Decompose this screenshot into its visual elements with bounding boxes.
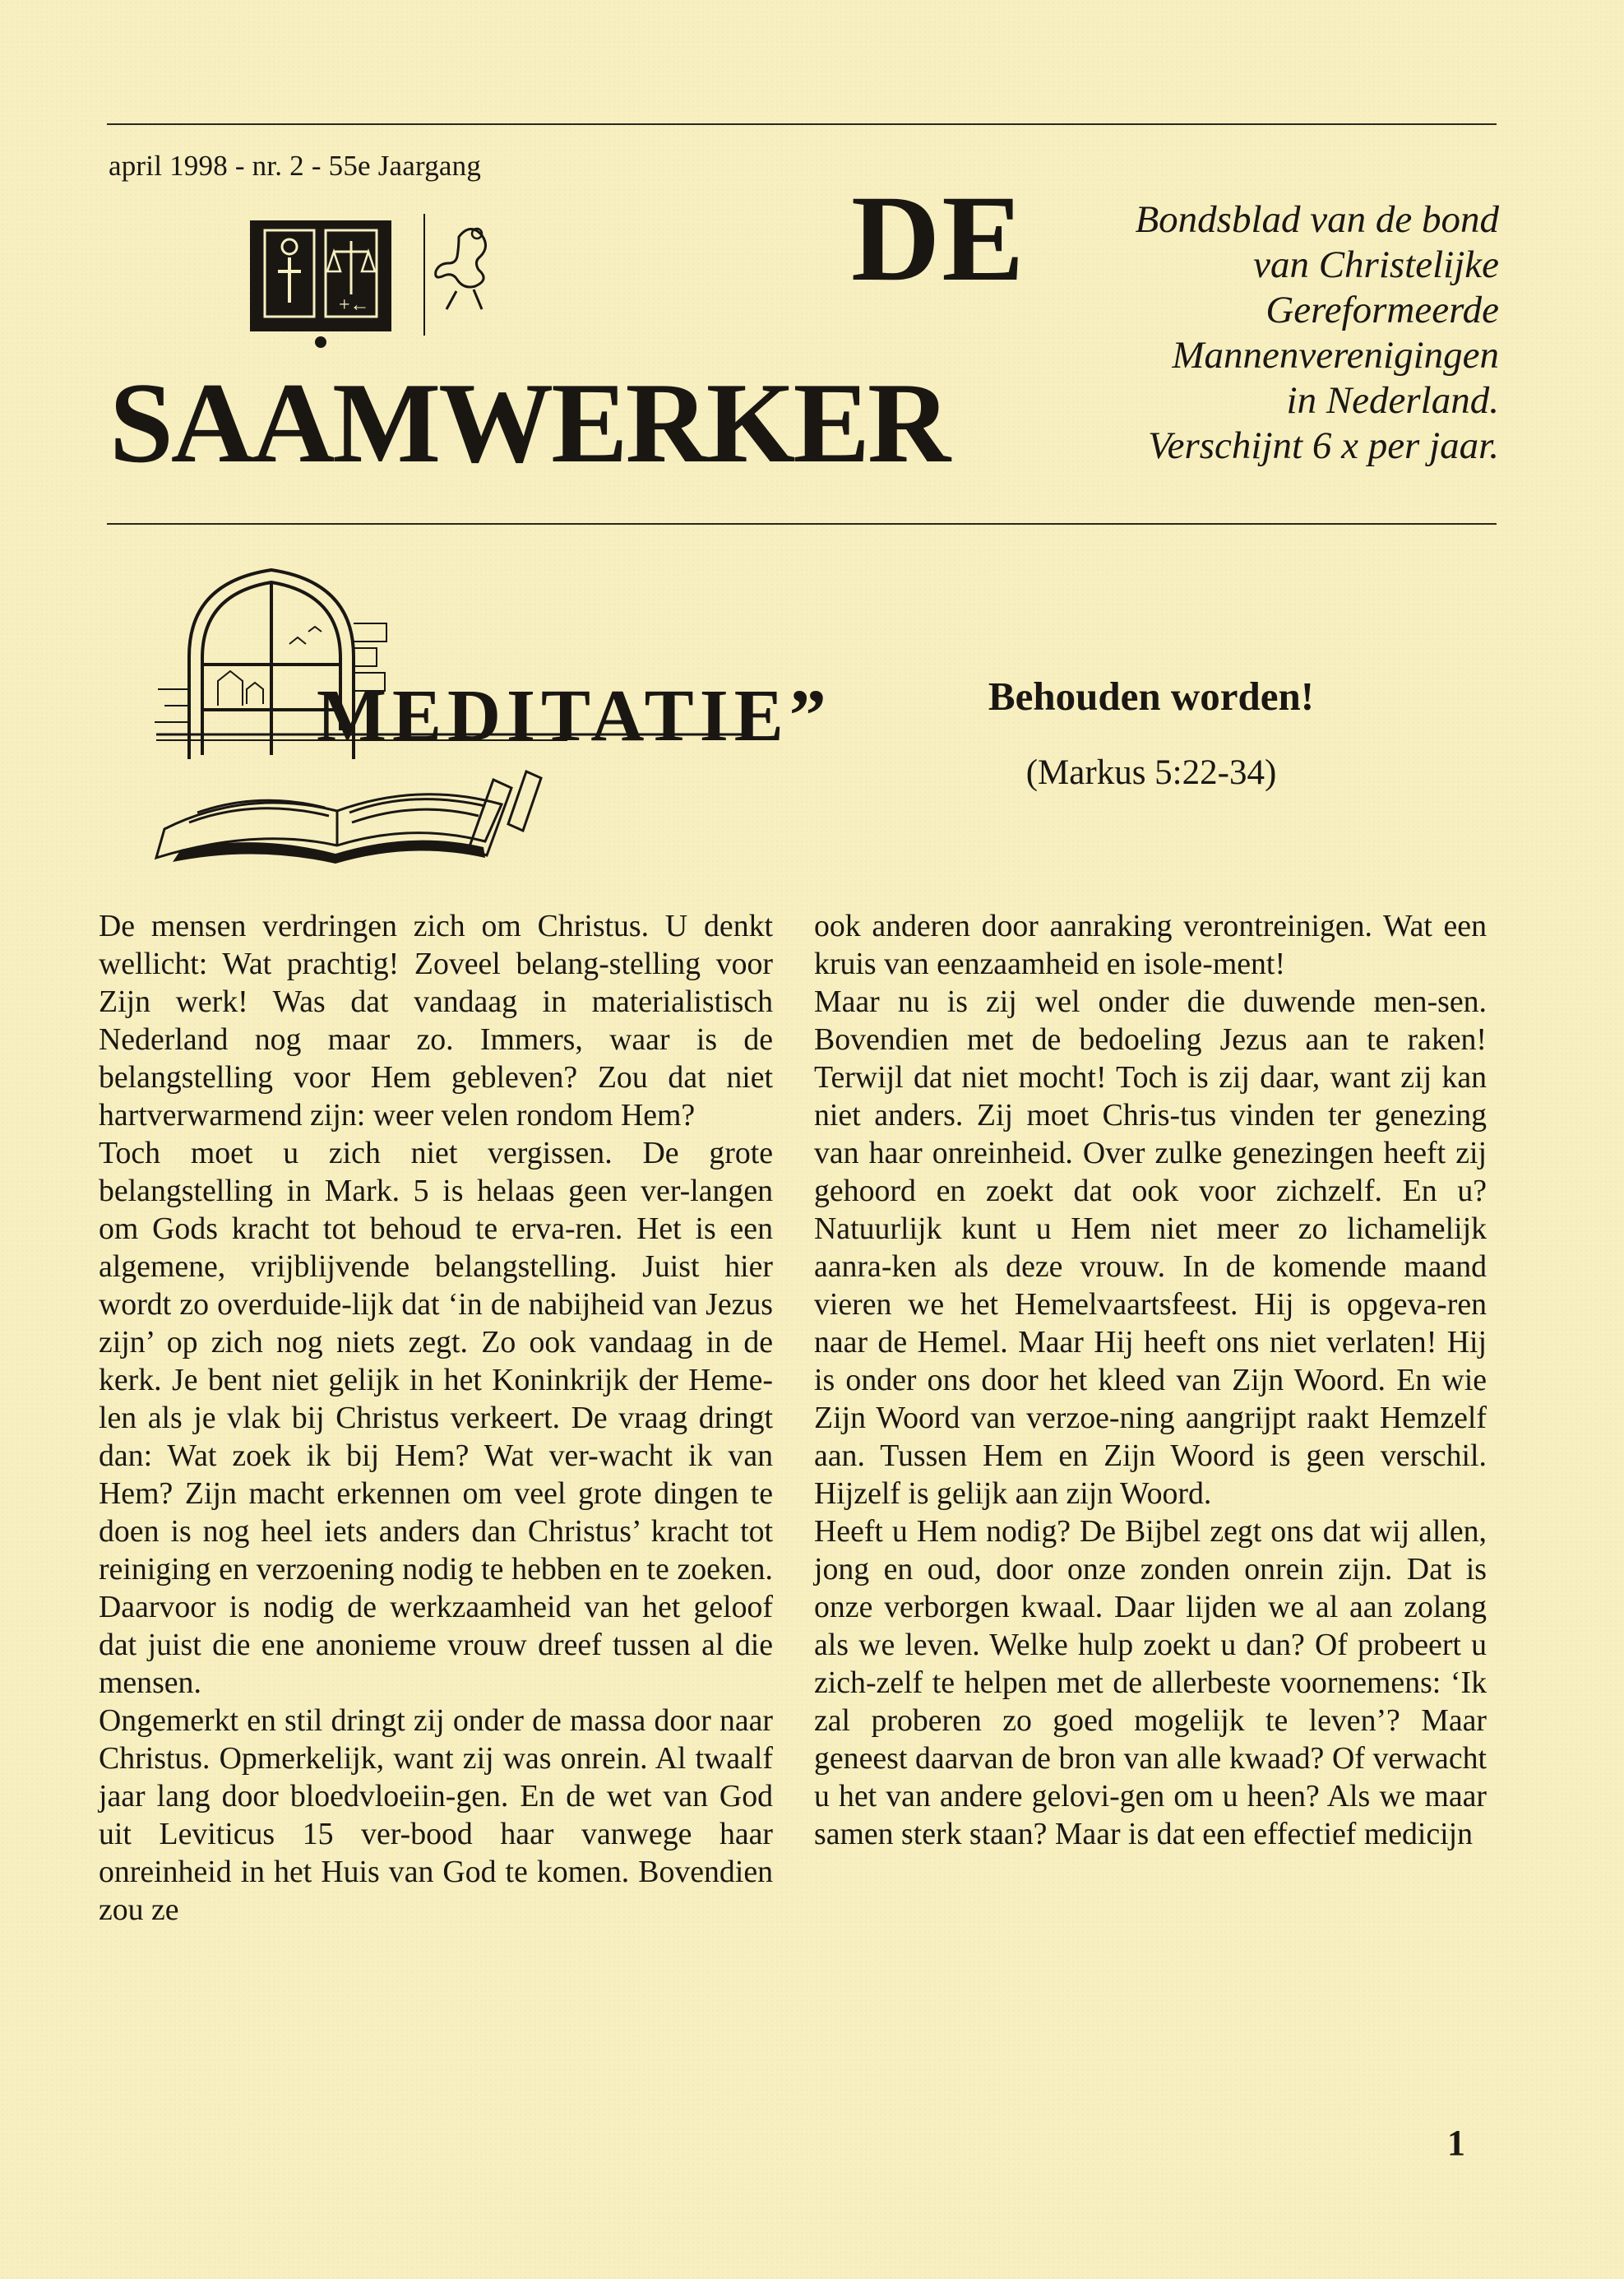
article-paragraph: Toch moet u zich niet vergissen. De grote belangstelling in Mark. 5 is helaas geen ver-langen om Gods kracht tot behoud te erva-ren. Het is een algemene, vrijblijvende belangstelling. Juist hier wordt zo overduide-lijk dat ‘in de nabijheid van Jezus zijn’ op zich nog niets zegt. Zo ook vandaag in de kerk. Je bent niet gelijk in het Koninkrijk der Heme-len als je vlak bij Christus verkeert. De vraag dringt dan: Wat zoek ik bij Hem? Wat ver-wacht ik van Hem? Zijn macht erkennen om veel grote dingen te doen is nog heel iets anders dan Christus’ kracht tot reiniging en verzoening nodig te hebben en te zoeken. Daarvoor is nodig de werkzaamheid van het geloof dat juist die ene anonieme vrouw dreef tussen al die mensen. xyxy=(99,1136,773,1700)
masthead-logo-emblem xyxy=(247,212,518,352)
tagline-line: Mannenverenigingen xyxy=(1172,334,1499,377)
article-paragraph: Maar nu is zij wel onder die duwende men-sen. Bovendien met de bedoeling Jezus aan te raken! Terwijl dat niet mocht! Toch is zij daar, want zij kan niet anders. Zij moet Chris-tus vinden ter genezing van haar onreinheid. Over zulke genezingen heeft zij gehoord en zoekt dat ook voor zichzelf. En u? Natuurlijk kunt u Hem niet meer zo lichamelijk aanra-ken als deze vrouw. In de komende maand vieren we het Hemelvaartsfeest. Hij is opgeva-ren naar de Hemel. Maar Hij heeft ons niet verlaten! Hij is onder ons door het kleed van Zijn Woord. En wie Zijn Woord van verzoe-ning aangrijpt raakt Hemzelf aan. Tussen Hem en Zijn Woord is geen verschil. Hijzelf is gelijk aan zijn Woord. xyxy=(814,984,1487,1511)
tagline-line: Gereformeerde xyxy=(1265,289,1499,331)
masthead-title: SAAMWERKER xyxy=(109,359,949,487)
top-rule xyxy=(107,123,1497,125)
article-column-left xyxy=(99,907,773,1929)
article-paragraph: Ongemerkt en stil dringt zij onder de massa door naar Christus. Opmerkelijk, want zij was onrein. Al twaalf jaar lang door bloedvloeiin-gen. En de wet van God uit Leviticus 15 ver-bood haar vanwege haar onreinheid in het Huis van God te komen. Bovendien zou ze xyxy=(99,1703,773,1927)
article-column-right xyxy=(814,907,1487,1853)
tagline-line: Bondsblad van de bond xyxy=(1135,198,1499,241)
tagline-line: van Christelijke xyxy=(1253,243,1499,286)
article-paragraph: ook anderen door aanraking verontreinigen. Wat een kruis van eenzaamheid en isole-ment! xyxy=(814,909,1487,981)
tagline-line: Verschijnt 6 x per jaar. xyxy=(1148,424,1499,467)
page-number: 1 xyxy=(1447,2123,1465,2163)
svg-text:+←: +← xyxy=(339,294,370,316)
article-paragraph: Heeft u Hem nodig? De Bijbel zegt ons dat wij allen, jong en oud, door onze zonden onrein zijn. Dat is onze verborgen kwaal. Daar lijden we al aan zolang als we leven. Welke hulp zoekt u dan? Of probeert u zich-zelf te helpen met de allerbeste voornemens: ‘Ik zal proberen zo goed mogelijk te leven’? Maar geneest daarvan de bron van alle kwaad? Of verwacht u het van andere gelovi-gen om u heen? Als we maar samen sterk staan? Maar is dat een effectief medicijn xyxy=(814,1514,1487,1851)
issue-info: april 1998 - nr. 2 - 55e Jaargang xyxy=(109,150,482,182)
tagline-line: in Nederland. xyxy=(1286,379,1499,422)
masthead-title-de: DE xyxy=(851,170,1026,307)
masthead-tagline xyxy=(1135,197,1499,469)
article-paragraph: De mensen verdringen zich om Christus. U denkt wellicht: Wat prachtig! Zoveel belang-stelling voor Zijn werk! Was dat vandaag in materialistisch Nederland nog maar zo. Immers, waar is de belangstelling voor Hem gebleven? Zou dat niet hartverwarmend zijn: weer velen rondom Hem? xyxy=(99,909,773,1133)
bible-reference: (Markus 5:22-34) xyxy=(1025,753,1277,792)
meditatie-label: MEDITATIE” xyxy=(317,675,832,757)
article-headline: Behouden worden! xyxy=(988,674,1315,719)
masthead-bottom-rule xyxy=(107,523,1497,525)
